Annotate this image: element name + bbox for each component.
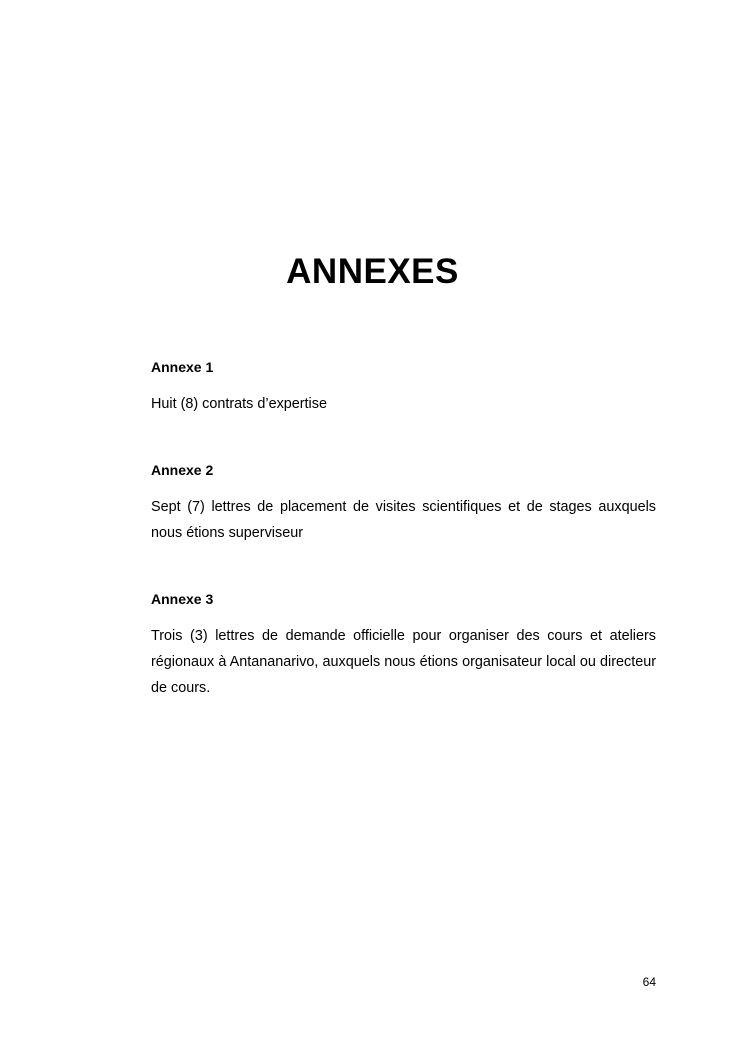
page-number: 64: [642, 975, 656, 989]
annex-heading-3: Annexe 3: [151, 591, 214, 607]
annex-section-2: [151, 461, 656, 546]
annex-description-2: Sept (7) lettres de placement de visites scientifiques et de stages auxquels nous étions superviseur: [151, 499, 656, 541]
annex-description-3: Trois (3) lettres de demande officielle pour organiser des cours et ateliers régionaux à Antananarivo, auxquels nous étions organisateur local ou directeur de cours.: [151, 628, 656, 696]
annex-section-3: [151, 590, 656, 701]
annex-heading-1: Annexe 1: [151, 359, 214, 375]
annex-description-1: Huit (8) contrats d’expertise: [151, 396, 327, 412]
annex-section-1: [151, 358, 656, 417]
annex-heading-2: Annexe 2: [151, 462, 214, 478]
page-title: ANNEXES: [286, 252, 459, 291]
